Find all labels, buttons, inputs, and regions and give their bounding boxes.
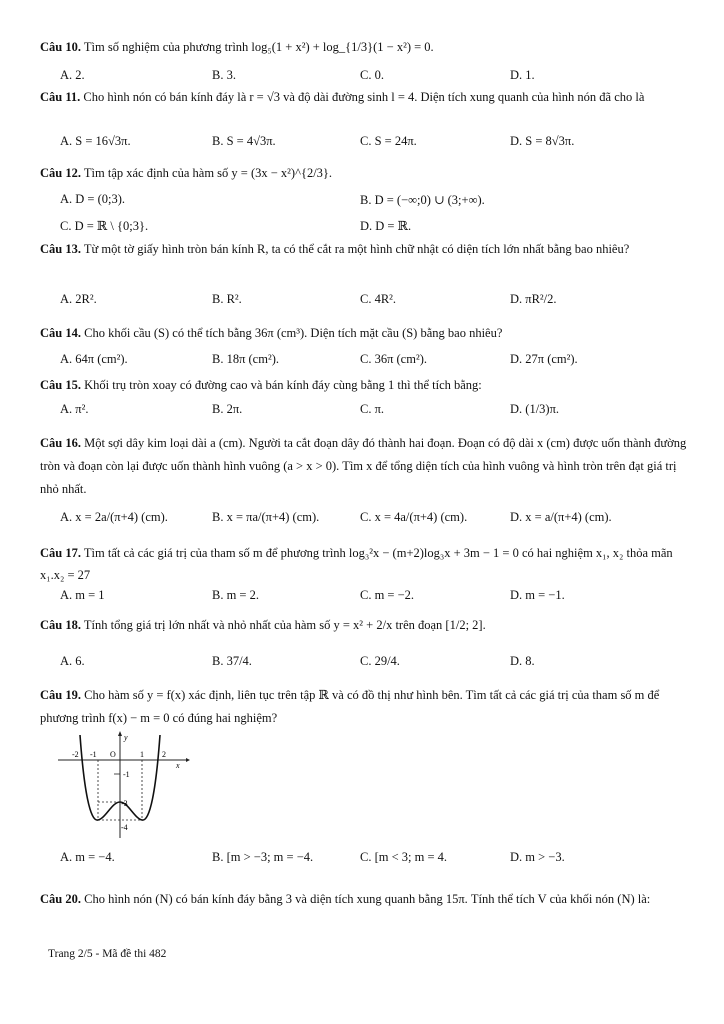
question-16-options [60,510,700,534]
question-20 [40,888,690,911]
option-c[interactable]: C. m = −2. [360,588,415,602]
option-c[interactable]: C. [m < 3; m = 4. [360,850,448,864]
question-14 [40,322,690,344]
option-a[interactable]: A. x = 2a/(π+4) (cm). [60,510,168,524]
option-c[interactable]: C. 36π (cm²). [360,352,427,366]
option-c[interactable]: C. x = 4a/(π+4) (cm). [360,510,468,524]
question-13-options [60,292,700,316]
option-b[interactable]: B. [m > −3; m = −4. [212,850,314,864]
option-a[interactable]: A. S = 16√3π. [60,134,131,148]
option-c[interactable]: C. 29/4. [360,654,400,668]
option-b[interactable]: B. D = (−∞;0) ∪ (3;+∞). [360,193,485,207]
option-b[interactable]: B. 18π (cm²). [212,352,279,366]
question-number: Câu 11. [40,90,81,104]
question-text: Tính tổng giá trị lớn nhất và nhỏ nhất của hàm số y = x² + 2/x trên đoạn [1/2; 2]. [83,618,486,632]
option-d[interactable]: D. x = a/(π+4) (cm). [510,510,612,524]
question-12 [40,162,690,184]
question-19-options [60,850,700,874]
option-d[interactable]: D. (1/3)π. [510,402,560,416]
option-d[interactable]: D. 8. [510,654,535,668]
origin-label: O [110,750,116,759]
option-b[interactable]: B. m = 2. [212,588,259,602]
question-11 [40,86,690,108]
x-axis-arrow-icon [186,758,190,762]
x-label-1: 1 [140,750,144,759]
x-label-minus-2: -2 [72,750,79,759]
option-a[interactable]: A. m = −4. [60,850,115,864]
x-label-minus-1: -1 [90,750,97,759]
question-12-options-row1 [60,192,700,216]
option-d[interactable]: D. S = 8√3π. [510,134,575,148]
question-number: Câu 13. [40,242,81,256]
question-16 [40,432,690,501]
y-label-minus-1: -1 [123,770,130,779]
option-a[interactable]: A. 64π (cm²). [60,352,128,366]
option-b[interactable]: B. 2π. [212,402,243,416]
option-d[interactable]: D. m = −1. [510,588,565,602]
question-text: Cho hàm số y = f(x) xác định, liên tục trên tập ℝ và có đồ thị như hình bên. Tìm tất cả các giá trị của tham số m để phương trình f(x) − m = 0 có đúng hai nghiệm? [40,688,660,725]
option-c[interactable]: C. 0. [360,68,384,82]
question-text: Khối trụ tròn xoay có đường cao và bán kính đáy cùng bằng 1 thì thể tích bằng: [84,378,482,392]
option-b[interactable]: B. R². [212,292,242,306]
question-number: Câu 12. [40,166,81,180]
y-axis-label: y [124,733,128,742]
option-c[interactable]: C. D = ℝ \ {0;3}. [60,219,149,233]
question-13 [40,238,690,260]
question-15 [40,374,690,396]
question-number: Câu 18. [40,618,81,632]
question-number: Câu 14. [40,326,81,340]
question-number: Câu 10. [40,40,81,54]
option-a[interactable]: A. m = 1 [60,588,105,602]
question-17 [40,542,690,586]
question-19 [40,684,690,730]
question-15-options [60,402,700,426]
option-d[interactable]: D. m > −3. [510,850,565,864]
question-text: Cho hình nón có bán kính đáy là r = √3 và độ dài đường sinh l = 4. Diện tích xung quanh của hình nón đã cho là [83,90,645,104]
option-a[interactable]: A. 2. [60,68,85,82]
option-b[interactable]: B. 37/4. [212,654,252,668]
question-text: Tìm tập xác định của hàm số y = (3x − x²)^{2/3}. [83,166,333,180]
page-footer: Trang 2/5 - Mã đề thi 482 [48,948,167,960]
question-17-options [60,588,700,612]
question-number: Câu 15. [40,378,81,392]
question-number: Câu 20. [40,892,81,906]
option-d[interactable]: D. πR²/2. [510,292,557,306]
option-d[interactable]: D. D = ℝ. [360,219,412,233]
question-text: Tìm tất cả các giá trị của tham số m để phương trình log₃²x − (m+2)log₃x + 3m − 1 = 0 có hai nghiệm x₁, x₂ thỏa mãn x₁.x₂ = 27 [40,546,673,582]
option-d[interactable]: D. 1. [510,68,535,82]
option-b[interactable]: B. 3. [212,68,236,82]
function-graph [58,730,190,840]
question-number: Câu 17. [40,546,81,560]
question-18-options [60,654,700,678]
question-11-options [60,134,700,158]
option-b[interactable]: B. S = 4√3π. [212,134,276,148]
option-c[interactable]: C. S = 24π. [360,134,417,148]
question-text: Cho khối cầu (S) có thể tích bằng 36π (cm³). Diện tích mặt cầu (S) bằng bao nhiêu? [84,326,503,340]
question-10 [40,36,690,58]
option-a[interactable]: A. 6. [60,654,85,668]
y-label-minus-3: -3 [121,799,128,808]
question-text: Từ một tờ giấy hình tròn bán kính R, ta có thể cắt ra một hình chữ nhật có diện tích lớn nhất bằng bao nhiêu? [83,242,630,256]
option-c[interactable]: C. 4R². [360,292,397,306]
option-b[interactable]: B. x = πa/(π+4) (cm). [212,510,320,524]
x-axis-label: x [176,761,180,770]
question-14-options [60,352,700,376]
option-a[interactable]: A. π². [60,402,89,416]
option-d[interactable]: D. 27π (cm²). [510,352,578,366]
question-text: Cho hình nón (N) có bán kính đáy bằng 3 và diện tích xung quanh bằng 15π. Tính thể tích V của khối nón (N) là: [84,892,651,906]
question-text: Một sợi dây kim loại dài a (cm). Người ta cắt đoạn dây đó thành hai đoạn. Đoạn có độ dài x (cm) được uốn thành đường tròn và đoạn còn lại được uốn thành hình vuông (a > x > 0). Tìm x để tổng diện tích của hình vuông và hình tròn trên đạt giá trị nhỏ nhất. [40,436,687,496]
x-label-2: 2 [162,750,166,759]
y-axis-arrow-icon [118,731,122,736]
question-number: Câu 16. [40,436,81,450]
y-label-minus-4: -4 [121,823,128,832]
option-a[interactable]: A. 2R². [60,292,97,306]
option-a[interactable]: A. D = (0;3). [60,192,126,206]
question-18 [40,614,690,636]
option-c[interactable]: C. π. [360,402,385,416]
question-number: Câu 19. [40,688,81,702]
question-text: Tìm số nghiệm của phương trình log₅(1 + x²) + log_{1/3}(1 − x²) = 0. [83,40,434,54]
